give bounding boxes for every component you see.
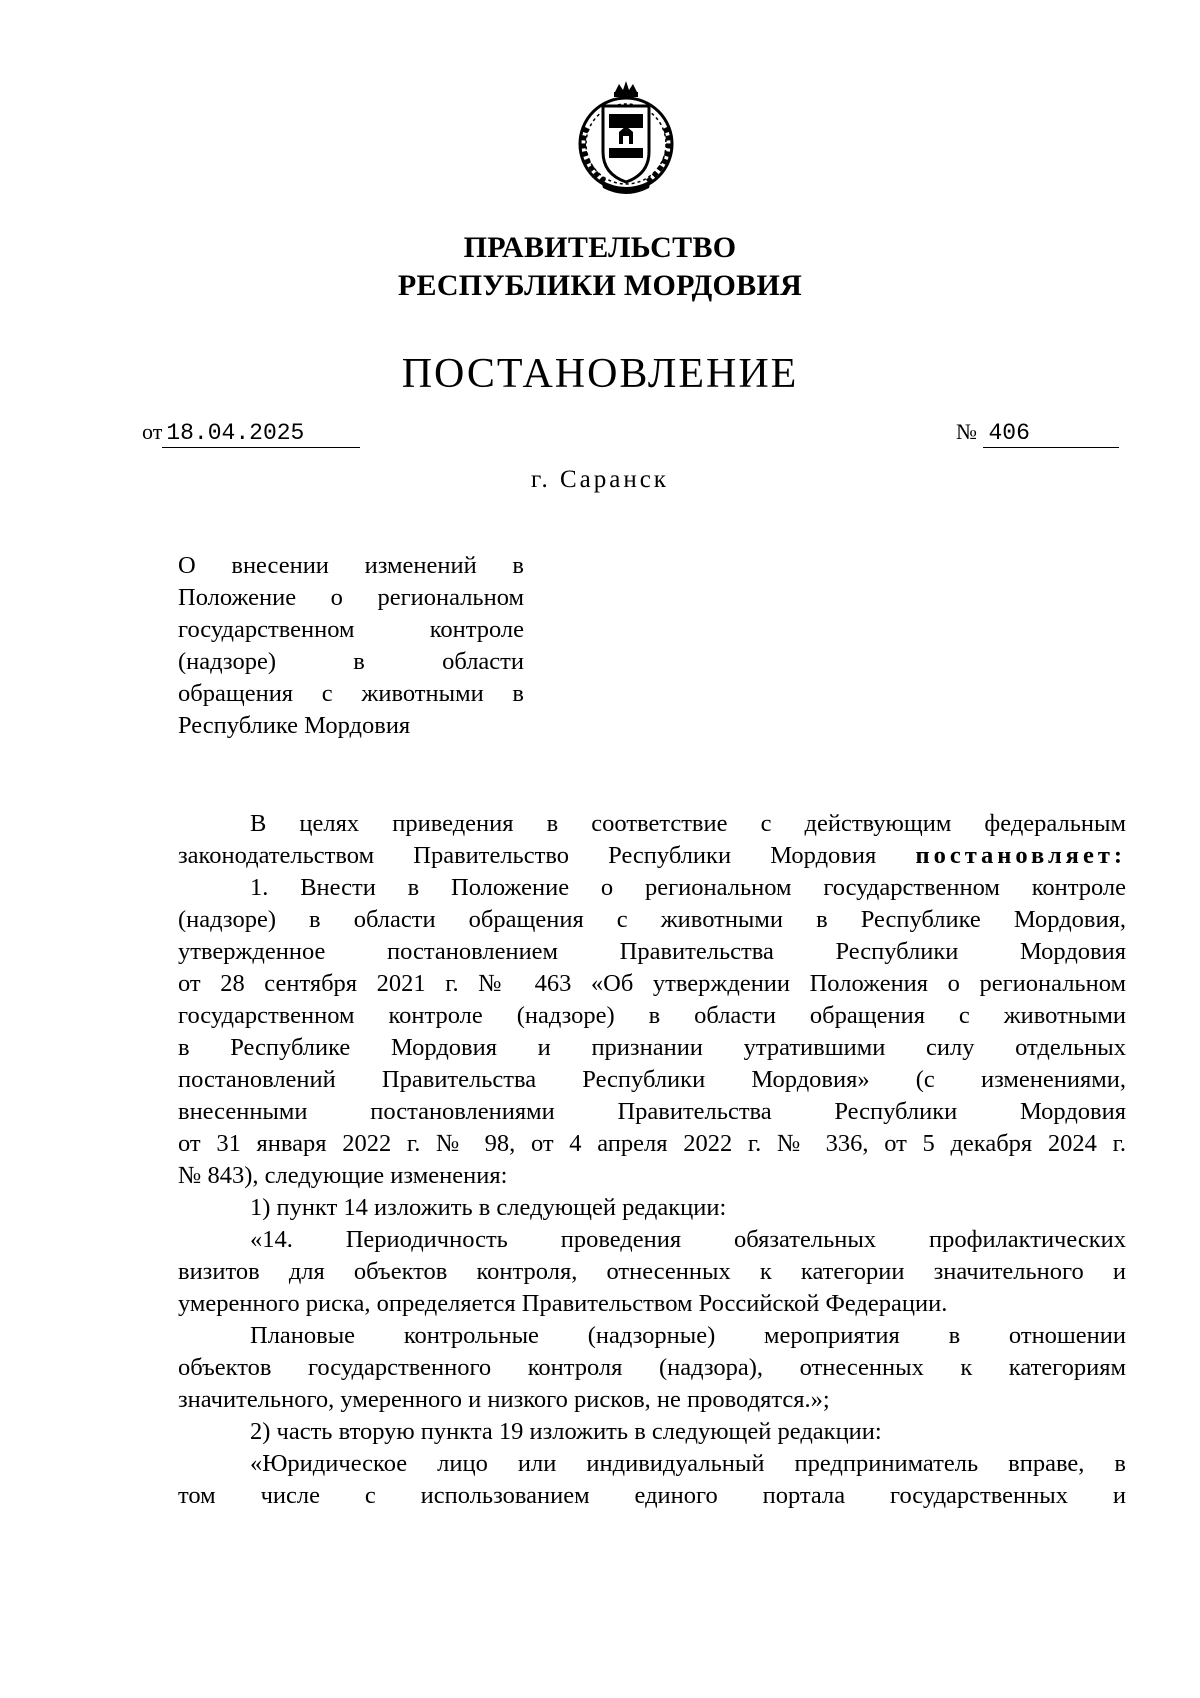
body-line: внесенными постановлениями Правительства Республики Мордовия xyxy=(178,1098,1126,1125)
body-line: значительного, умеренного и низкого рисков, не проводятся.»; xyxy=(178,1386,830,1413)
subject-line: О внесении изменений в xyxy=(178,552,524,579)
coat-of-arms-emblem xyxy=(565,78,687,200)
body-line: объектов государственного контроля (надзора), отнесенных к категориям xyxy=(178,1354,1126,1381)
body-line: № 843), следующие изменения: xyxy=(178,1162,508,1189)
document-date: 18.04.2025 xyxy=(162,419,360,448)
body-line: «Юридическое лицо или индивидуальный предприниматель вправе, в xyxy=(250,1450,1126,1477)
body-line xyxy=(178,840,1126,872)
resolves-keyword: постановляет: xyxy=(915,842,1127,869)
document-subject xyxy=(178,550,524,742)
document-date-row xyxy=(142,418,360,448)
body-line: визитов для объектов контроля, отнесенных к категории значительного и xyxy=(178,1258,1126,1285)
city-name: г. Саранск xyxy=(531,466,669,493)
document-number: 406 xyxy=(983,419,1119,448)
document-type-heading: ПОСТАНОВЛЕНИЕ xyxy=(401,351,799,397)
subject-line: Республике Мордовия xyxy=(178,712,411,739)
subject-line: государственном контроле xyxy=(178,616,524,643)
body-line: умеренного риска, определяется Правительством Российской Федерации. xyxy=(178,1290,948,1317)
body-line: 1. Внести в Положение о региональном государственном контроле xyxy=(250,874,1126,901)
body-line: «14. Периодичность проведения обязательных профилактических xyxy=(250,1226,1126,1253)
body-line: (надзоре) в области обращения с животными в Республике Мордовия, xyxy=(178,906,1126,933)
body-line: государственном контроле (надзоре) в области обращения с животными xyxy=(178,1002,1126,1029)
body-line: том числе с использованием единого портала государственных и xyxy=(178,1482,1126,1509)
body-line: 2) часть вторую пункта 19 изложить в следующей редакции: xyxy=(250,1418,882,1445)
coat-of-arms-icon xyxy=(565,78,687,200)
body-line: от 28 сентября 2021 г. № 463 «Об утверждении Положения о региональном xyxy=(178,970,1126,997)
body-line: 1) пункт 14 изложить в следующей редакции: xyxy=(250,1194,727,1221)
document-number-row xyxy=(956,418,1119,448)
body-line: Плановые контрольные (надзорные) мероприятия в отношении xyxy=(250,1322,1126,1349)
body-line: утвержденное постановлением Правительства Республики Мордовия xyxy=(178,938,1126,965)
body-line: постановлений Правительства Республики Мордовия» (с изменениями, xyxy=(178,1066,1126,1093)
subject-line: (надзоре) в области xyxy=(178,648,524,675)
date-prefix: от xyxy=(142,419,163,444)
government-title-line2: РЕСПУБЛИКИ МОРДОВИЯ xyxy=(397,269,803,302)
government-title-line1: ПРАВИТЕЛЬСТВО xyxy=(463,231,737,264)
body-line: от 31 января 2022 г. № 98, от 4 апреля 2022 г. № 336, от 5 декабря 2024 г. xyxy=(178,1130,1126,1157)
body-line: в Республике Мордовия и признании утратившими силу отдельных xyxy=(178,1034,1126,1061)
document-body xyxy=(178,808,1126,1512)
subject-line: обращения с животными в xyxy=(178,680,524,707)
subject-line: Положение о региональном xyxy=(178,584,524,611)
body-line: В целях приведения в соответствие с действующим федеральным xyxy=(250,810,1126,837)
body-line-text: законодательством Правительство Республики Мордовия xyxy=(178,842,877,869)
number-prefix: № xyxy=(956,419,977,444)
